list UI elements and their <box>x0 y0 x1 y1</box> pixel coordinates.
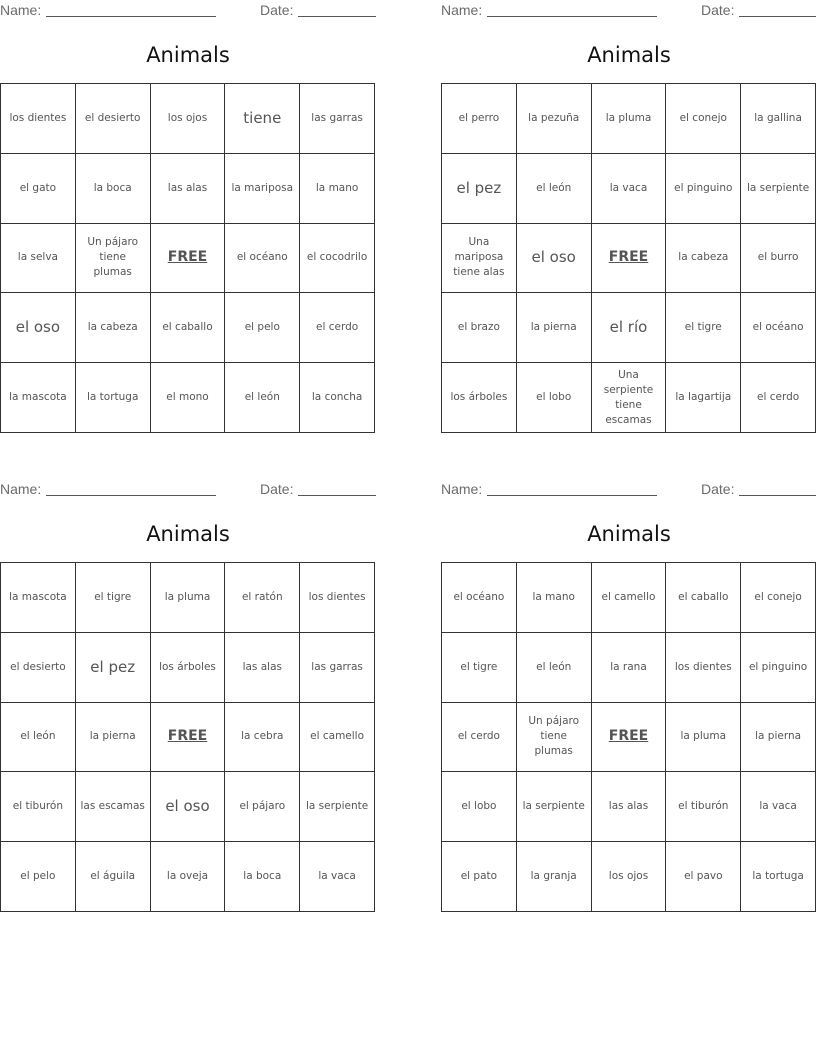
date-label: Date: <box>260 2 294 18</box>
bingo-cell: la oveja <box>151 842 226 912</box>
bingo-cell: la vaca <box>300 842 375 912</box>
bingo-cell: la pierna <box>517 293 592 363</box>
name-label: Name: <box>0 481 42 497</box>
free-space: FREE <box>151 224 226 294</box>
bingo-cell: los dientes <box>300 563 375 633</box>
bingo-cell: Un pájaro tiene plumas <box>517 703 592 773</box>
bingo-card-3 <box>0 479 376 883</box>
bingo-cell: la cebra <box>225 703 300 773</box>
bingo-cell: la mano <box>300 154 375 224</box>
date-field-line <box>298 16 376 17</box>
bingo-cell: la gallina <box>741 84 816 154</box>
bingo-cell: el camello <box>300 703 375 773</box>
bingo-cell: el desierto <box>1 633 76 703</box>
bingo-cell: la pluma <box>666 703 741 773</box>
bingo-cell: el lobo <box>517 363 592 433</box>
bingo-cell: la concha <box>300 363 375 433</box>
date-field-line <box>739 16 816 17</box>
bingo-cell: las garras <box>300 84 375 154</box>
bingo-cell: los árboles <box>151 633 226 703</box>
bingo-cell: el león <box>1 703 76 773</box>
bingo-cell: la tortuga <box>76 363 151 433</box>
bingo-cell: el tigre <box>442 633 517 703</box>
free-space: FREE <box>151 703 226 773</box>
bingo-cell: el pez <box>442 154 517 224</box>
bingo-cell: la boca <box>225 842 300 912</box>
bingo-cell: el águila <box>76 842 151 912</box>
bingo-cell: el camello <box>592 563 667 633</box>
bingo-cell: la pierna <box>76 703 151 773</box>
bingo-cell: la granja <box>517 842 592 912</box>
bingo-cell: la pluma <box>592 84 667 154</box>
bingo-cell: Una serpiente tiene escamas <box>592 363 667 433</box>
bingo-cell: el pinguino <box>741 633 816 703</box>
name-field-line <box>487 495 657 496</box>
bingo-cell: la cabeza <box>76 293 151 363</box>
bingo-cell: el desierto <box>76 84 151 154</box>
bingo-cell: la serpiente <box>517 772 592 842</box>
bingo-cell: la pierna <box>741 703 816 773</box>
bingo-cell: los árboles <box>442 363 517 433</box>
bingo-cell: el pelo <box>225 293 300 363</box>
bingo-cell: las escamas <box>76 772 151 842</box>
bingo-cell: la mascota <box>1 363 76 433</box>
bingo-grid <box>441 83 816 433</box>
bingo-cell: el oso <box>517 224 592 294</box>
bingo-cell: el oso <box>151 772 226 842</box>
name-field-line <box>46 16 216 17</box>
bingo-cell: las alas <box>225 633 300 703</box>
name-label: Name: <box>0 2 42 18</box>
free-space: FREE <box>592 224 667 294</box>
date-field-line <box>298 495 376 496</box>
bingo-grid <box>441 562 816 912</box>
bingo-cell: el mono <box>151 363 226 433</box>
bingo-cell: el tiburón <box>1 772 76 842</box>
name-date-row <box>441 0 816 22</box>
bingo-cell: la pluma <box>151 563 226 633</box>
bingo-cell: los dientes <box>666 633 741 703</box>
card-title: Animals <box>587 43 671 67</box>
card-title: Animals <box>587 522 671 546</box>
bingo-cell: el pelo <box>1 842 76 912</box>
bingo-cell: la lagartija <box>666 363 741 433</box>
bingo-cell: la serpiente <box>300 772 375 842</box>
bingo-cell: el caballo <box>666 563 741 633</box>
bingo-cell: el océano <box>442 563 517 633</box>
bingo-cell: el pavo <box>666 842 741 912</box>
bingo-cell: el tigre <box>76 563 151 633</box>
bingo-cell: el pato <box>442 842 517 912</box>
bingo-cell: el cocodrilo <box>300 224 375 294</box>
name-date-row <box>0 479 376 501</box>
bingo-cell: Una mariposa tiene alas <box>442 224 517 294</box>
bingo-cell: los dientes <box>1 84 76 154</box>
bingo-cell: el pez <box>76 633 151 703</box>
name-label: Name: <box>441 481 483 497</box>
bingo-cell: la cabeza <box>666 224 741 294</box>
bingo-cell: el brazo <box>442 293 517 363</box>
free-space: FREE <box>592 703 667 773</box>
name-date-row <box>441 479 816 501</box>
bingo-cell: la selva <box>1 224 76 294</box>
bingo-cell: tiene <box>225 84 300 154</box>
bingo-cell: la mariposa <box>225 154 300 224</box>
bingo-cell: el oso <box>1 293 76 363</box>
bingo-cell: las alas <box>151 154 226 224</box>
name-date-row <box>0 0 376 22</box>
bingo-cell: el tigre <box>666 293 741 363</box>
bingo-cell: la boca <box>76 154 151 224</box>
bingo-cell: el gato <box>1 154 76 224</box>
bingo-cell: las alas <box>592 772 667 842</box>
bingo-cell: la mano <box>517 563 592 633</box>
bingo-card-2 <box>441 0 816 426</box>
date-label: Date: <box>701 481 735 497</box>
bingo-cell: el pinguino <box>666 154 741 224</box>
bingo-card-4 <box>441 479 816 883</box>
bingo-cell: el caballo <box>151 293 226 363</box>
bingo-grid <box>0 83 375 433</box>
bingo-cell: la vaca <box>741 772 816 842</box>
bingo-cell: el océano <box>741 293 816 363</box>
name-field-line <box>46 495 216 496</box>
bingo-cell: las garras <box>300 633 375 703</box>
bingo-cell: la pezuña <box>517 84 592 154</box>
bingo-cell: la serpiente <box>741 154 816 224</box>
bingo-cell: los ojos <box>151 84 226 154</box>
bingo-cell: el océano <box>225 224 300 294</box>
bingo-cell: la mascota <box>1 563 76 633</box>
bingo-cell: la tortuga <box>741 842 816 912</box>
date-field-line <box>739 495 816 496</box>
bingo-cell: el león <box>517 154 592 224</box>
bingo-cell: el ratón <box>225 563 300 633</box>
date-label: Date: <box>701 2 735 18</box>
date-label: Date: <box>260 481 294 497</box>
bingo-cell: los ojos <box>592 842 667 912</box>
bingo-cell: la vaca <box>592 154 667 224</box>
bingo-cell: el tiburón <box>666 772 741 842</box>
bingo-cell: el león <box>517 633 592 703</box>
bingo-cell: el cerdo <box>741 363 816 433</box>
bingo-cell: el río <box>592 293 667 363</box>
bingo-cell: el lobo <box>442 772 517 842</box>
bingo-grid <box>0 562 375 912</box>
card-title: Animals <box>146 522 230 546</box>
bingo-cell: Un pájaro tiene plumas <box>76 224 151 294</box>
bingo-cell: el perro <box>442 84 517 154</box>
bingo-cell: el cerdo <box>442 703 517 773</box>
name-label: Name: <box>441 2 483 18</box>
bingo-cell: el pájaro <box>225 772 300 842</box>
bingo-cell: el conejo <box>666 84 741 154</box>
bingo-cell: el burro <box>741 224 816 294</box>
name-field-line <box>487 16 657 17</box>
bingo-cell: la rana <box>592 633 667 703</box>
card-title: Animals <box>146 43 230 67</box>
bingo-card-1 <box>0 0 376 404</box>
bingo-cell: el conejo <box>741 563 816 633</box>
bingo-cell: el león <box>225 363 300 433</box>
bingo-cell: el cerdo <box>300 293 375 363</box>
